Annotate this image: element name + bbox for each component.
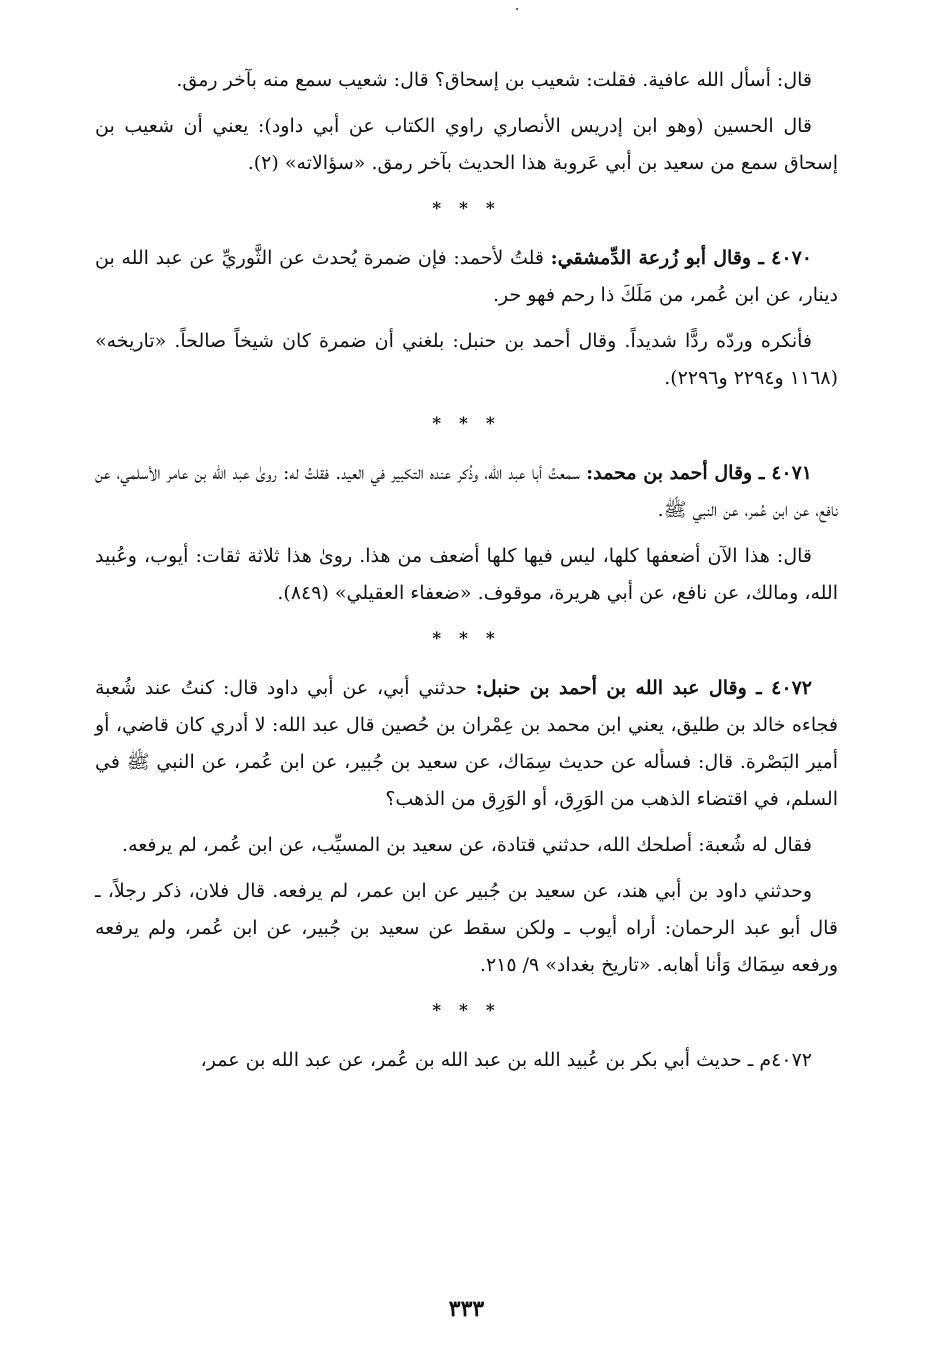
- paragraph-1: [95, 62, 838, 99]
- entry-4072: [95, 670, 838, 818]
- entry-4072m: [95, 1042, 838, 1079]
- paragraph-text: فأنكره وردّه ردًّا شديداً. وقال أحمد بن حنبل: بلغني أن ضمرة كان شيخاً صالحاً. «تاريخه» (١١٦٨ و٢٢٩٤ و٢٢٩٦).: [95, 330, 838, 389]
- paragraph-8: [95, 827, 838, 864]
- section-separator: * * *: [432, 629, 501, 649]
- paragraph-6: [95, 538, 838, 612]
- paragraph-text: ٤٠٧٢م ـ حديث أبي بكر بن عُبيد الله بن عبد الله بن عُمر، عن عبد الله بن عمر،: [200, 1049, 812, 1071]
- entry-heading: ٤٠٧٠ ـ وقال أبو زُرعة الدِّمشقي:: [550, 247, 812, 269]
- paragraph-4: [95, 323, 838, 397]
- page-body: [95, 62, 838, 1088]
- paragraph-text: قال: هذا الآن أضعفها كلها، ليس فيها كلها أضعف من هذا. روىٰ هذا ثلاثة ثقات: أيوب، وعُبيد الله، ومالك، عن نافع، عن أبي هريرة، موقوف. «ضعفاء العقيلي» (٨٤٩).: [95, 545, 838, 604]
- paragraph-text: قال: أسأل الله عافية. فقلت: شعيب بن إسحاق؟ قال: شعيب سمع منه بآخر رمق.: [176, 69, 812, 91]
- page-number: ٣٣٣: [448, 1296, 485, 1322]
- entry-4070: [95, 240, 838, 314]
- paragraph-9: [95, 873, 838, 984]
- section-separator: * * *: [432, 1001, 501, 1021]
- section-separator: * * *: [432, 199, 501, 219]
- paragraph-text: سمعتُ أبا عبد الله، وذُكر عنده التكبير في العيد. فقلتُ له: روىٰ عبد الله بن عامر الأسلمي، عن نافع، عن ابن عُمر، عن النبي ﷺ.: [95, 462, 838, 521]
- entry-heading: ٤٠٧١ ـ وقال أحمد بن محمد:: [586, 462, 813, 484]
- paragraph-text: حدثني أبي، عن أبي داود قال: كنتُ عند شُعبة فجاءه خالد بن طليق، يعني ابن محمد بن عِمْران بن حُصين قال عبد الله: لا أدري كان قاضي، أو أمير البَصْرة. قال: فسأله عن حديث سِمَاك، عن سعيد بن جُبير، عن ابن عُمر، عن النبي ﷺ في السلم، في اقتضاء الذهب من الوَرِق، أو الوَرِق من الذهب؟: [95, 677, 839, 810]
- entry-4071: [95, 455, 838, 529]
- section-separator: * * *: [432, 414, 501, 434]
- paragraph-text: قال الحسين (وهو ابن إدريس الأنصاري راوي الكتاب عن أبي داود): يعني أن شعيب بن إسحاق سمع من سعيد بن أبي عَروبة هذا الحديث بآخر رمق. «سؤالاته» (٢).: [95, 115, 838, 174]
- paragraph-text: قلتُ لأحمد: فإن ضمرة يُحدث عن الثَّوريِّ عن عبد الله بن دينار، عن ابن عُمر، من مَلَكَ ذا رحم فهو حر.: [95, 247, 838, 306]
- paragraph-2: [95, 108, 838, 182]
- paragraph-text: فقال له شُعبة: أصلحك الله، حدثني قتادة، عن سعيد بن المسيِّب، عن ابن عُمر، لم يرفعه.: [122, 834, 812, 856]
- paragraph-text: وحدثني داود بن أبي هند، عن سعيد بن جُبير عن ابن عمر، لم يرفعه. قال فلان، ذكر رجلاً، ـ قال أبو عبد الرحمان: أراه أيوب ـ ولكن سقط عن سعيد بن جُبير، عن ابن عُمر، ولم يرفعه ورفعه سِمَاك وَأنا أهابه. «تاريخ بغداد» ٩/ ٢١٥.: [95, 880, 838, 976]
- page-mark: [516, 8, 518, 10]
- entry-heading: ٤٠٧٢ ـ وقال عبد الله بن أحمد بن حنبل:: [475, 677, 812, 699]
